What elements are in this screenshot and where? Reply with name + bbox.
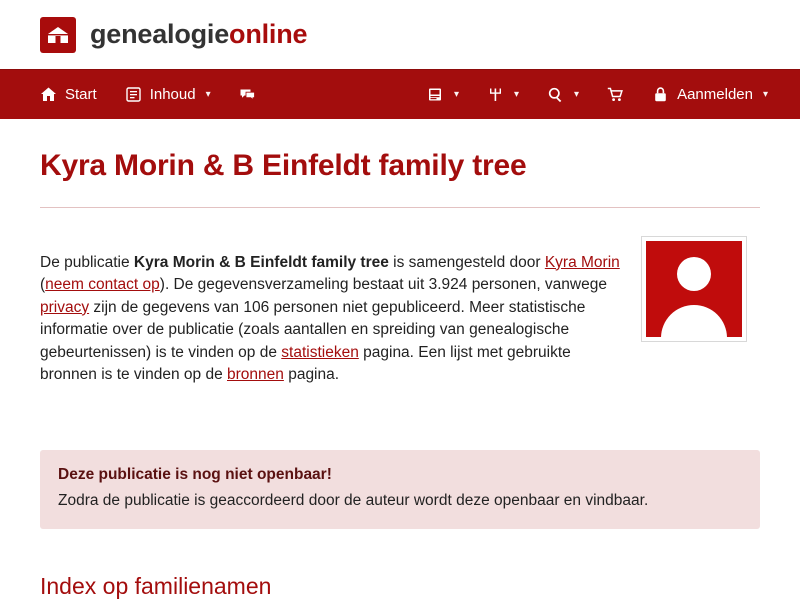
brand-title-primary: genealogie bbox=[90, 19, 230, 49]
nav-item-start[interactable] bbox=[0, 70, 111, 119]
intro-publication-name: Kyra Morin & B Einfeldt family tree bbox=[133, 253, 389, 271]
chevron-down-icon: ▾ bbox=[762, 89, 768, 100]
avatar[interactable] bbox=[641, 236, 747, 342]
intro-text-2: is samengesteld door bbox=[388, 253, 545, 271]
home-icon bbox=[40, 86, 57, 103]
page-title: Kyra Morin & B Einfeldt family tree bbox=[40, 149, 527, 182]
contact-link[interactable]: neem contact op bbox=[45, 276, 160, 293]
avatar-head bbox=[677, 257, 711, 291]
notice-body: Zodra de publicatie is geaccordeerd door de auteur wordt deze openbaar en vindbaar. bbox=[58, 492, 649, 509]
intro-text-4: zijn de gegevens van 106 personen niet gepubliceerd. Meer statistische informatie over de publicatie (zoals aantallen en spreiding van genealogische gebeurtenissen) is te vinden op de bbox=[40, 298, 586, 361]
index-section-title: Index op familienamen bbox=[40, 573, 272, 599]
author-link[interactable]: Kyra Morin bbox=[544, 253, 620, 271]
intro-section bbox=[40, 236, 760, 402]
tree-icon bbox=[487, 86, 504, 103]
lock-icon bbox=[652, 86, 669, 103]
brand-bar bbox=[0, 0, 800, 69]
chat-bubbles-icon bbox=[239, 86, 256, 103]
chevron-down-icon: ▾ bbox=[453, 89, 460, 100]
intro-open-paren: ( bbox=[40, 276, 46, 293]
nav-item-search[interactable] bbox=[533, 70, 593, 119]
brand-title-accent: online bbox=[229, 19, 308, 49]
avatar-body bbox=[661, 305, 727, 337]
intro-text-5: pagina. Een lijst met gebruikte bronnen is te vinden op de bbox=[40, 343, 571, 383]
intro-text-6: pagina. bbox=[283, 366, 340, 383]
nav-item-tree[interactable] bbox=[473, 70, 533, 119]
nav-item-inhoud[interactable] bbox=[111, 70, 225, 119]
privacy-link[interactable]: privacy bbox=[40, 298, 90, 316]
brand-title[interactable] bbox=[90, 19, 307, 50]
chevron-down-icon: ▾ bbox=[514, 89, 520, 100]
nav-item-start-label: Start bbox=[65, 86, 97, 103]
intro-paragraph bbox=[40, 252, 625, 387]
intro-text-1: De publicatie bbox=[40, 253, 134, 271]
nav-item-inhoud-label: Inhoud bbox=[149, 86, 196, 103]
chevron-down-icon: ▾ bbox=[574, 89, 580, 100]
page-content bbox=[0, 149, 800, 600]
person-placeholder-avatar bbox=[646, 241, 742, 337]
title-divider bbox=[40, 207, 760, 208]
nav-item-forum[interactable] bbox=[225, 70, 270, 119]
publication-not-public-notice bbox=[40, 450, 760, 529]
cart-icon bbox=[607, 86, 624, 103]
chevron-down-icon: ▾ bbox=[205, 89, 211, 100]
sources-link[interactable]: bronnen bbox=[227, 366, 284, 383]
nav-item-cart[interactable] bbox=[593, 70, 638, 119]
flag-language-icon bbox=[427, 86, 444, 103]
notice-title: Deze publicatie is nog niet openbaar! bbox=[58, 466, 332, 483]
nav-right-group bbox=[387, 70, 800, 119]
statistics-link[interactable]: statistieken bbox=[281, 343, 359, 361]
nav-item-language[interactable] bbox=[387, 70, 473, 119]
intro-text-3: ). De gegevensverzameling bestaat uit 3.924 personen, vanwege bbox=[159, 276, 607, 293]
main-navigation bbox=[0, 69, 800, 119]
house-logo-icon[interactable] bbox=[40, 17, 76, 53]
search-icon bbox=[547, 86, 564, 103]
nav-item-login-label: Aanmelden bbox=[677, 86, 753, 103]
nav-left-group bbox=[0, 70, 270, 119]
book-icon bbox=[125, 86, 142, 103]
nav-item-login[interactable] bbox=[638, 70, 800, 119]
